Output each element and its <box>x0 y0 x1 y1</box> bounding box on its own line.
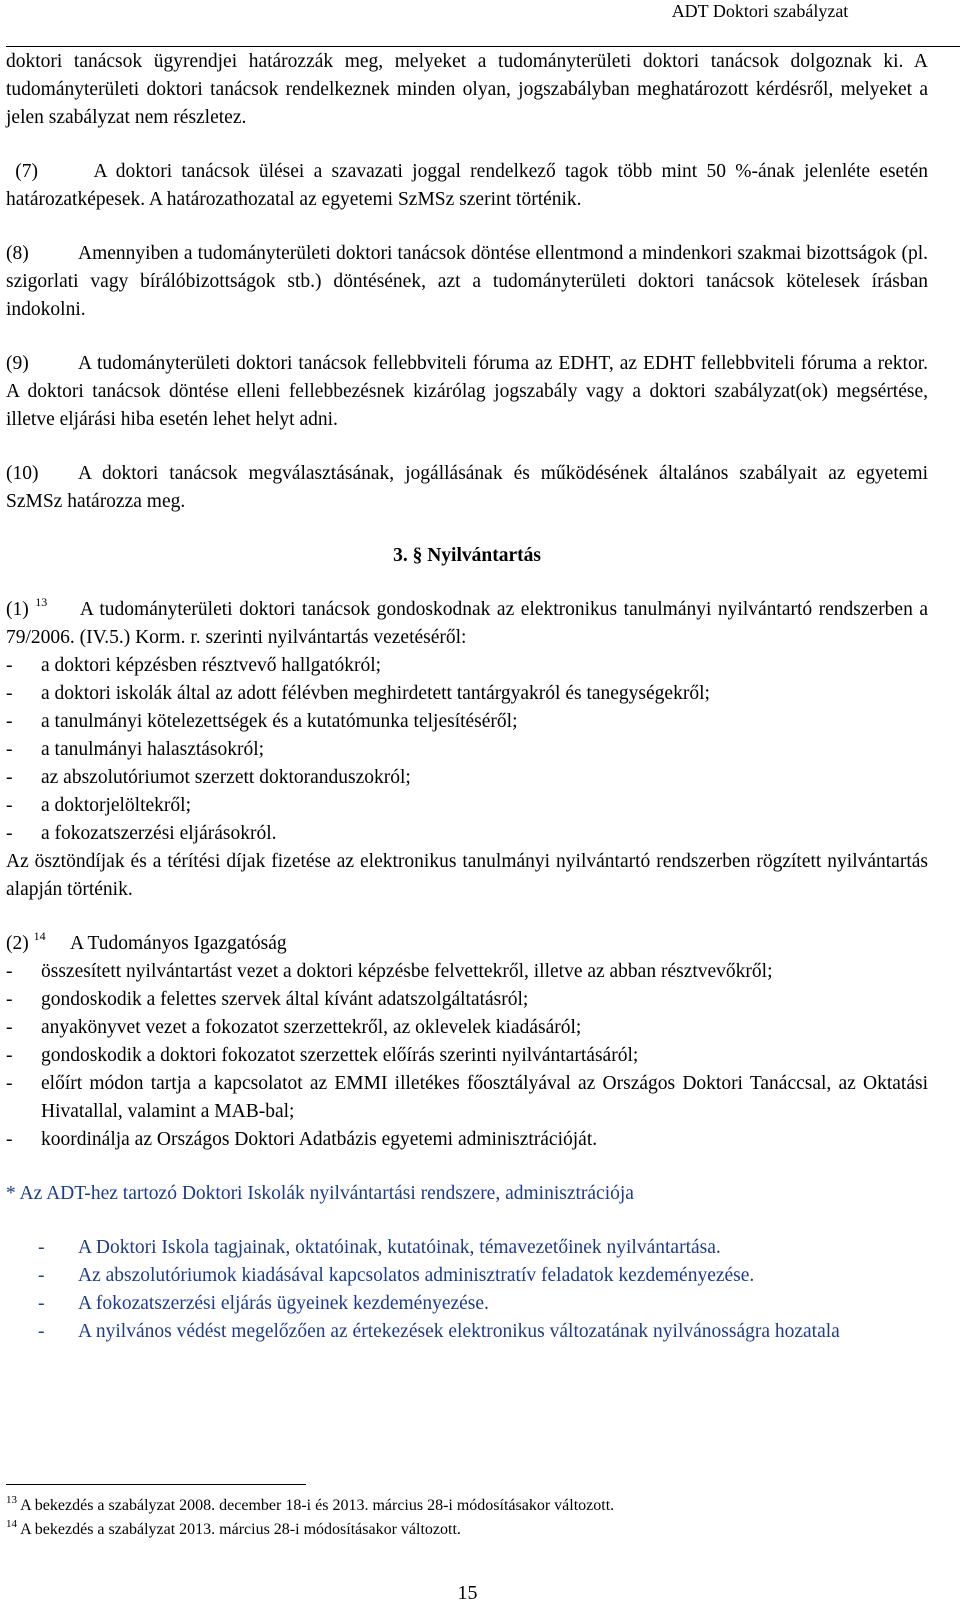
footnote-number: 13 <box>6 1494 17 1506</box>
list-item: - Az abszolutóriumok kiadásával kapcsolatos adminisztratív feladatok kezdeményezése. <box>38 1265 755 1286</box>
document-title: ADT Doktori szabályzat <box>671 1 849 21</box>
list-item: - a doktori képzésben résztvevő hallgatókról; <box>6 655 382 676</box>
header-divider <box>6 46 960 47</box>
paragraph-text: A tudományterületi doktori tanácsok gondoskodnak az elektronikus tanulmányi nyilvántartó rendszerben a 79/2006. (IV.5.) Korm. r. szerinti nyilvántartás vezetéséről: <box>6 599 929 648</box>
footnote-ref[interactable]: 14 <box>33 929 46 943</box>
list-item: - A Doktori Iskola tagjainak, oktatóinak, kutatóinak, témavezetőinek nyilvántartása. <box>38 1237 721 1258</box>
footnotes <box>6 1494 928 1542</box>
list-item: - A nyilvános védést megelőzően az értekezések elektronikus változatának nyilvánosságra hozatala <box>38 1321 840 1342</box>
paragraph-text: A tudományterületi doktori tanácsok fellebbviteli fóruma az EDHT, az EDHT fellebbviteli fóruma a rektor. A doktori tanácsok döntése elleni fellebbezésnek kizárólag jogszabály vagy a doktori szabályzat(ok) megsértése, illetve eljárási hiba esetén lehet helyt adni. <box>6 353 928 430</box>
section-paragraph-2 <box>6 930 928 958</box>
paragraph-number: (2) <box>6 933 29 954</box>
document-body <box>6 48 928 1346</box>
paragraph-text: A doktori tanácsok megválasztásának, jogállásának és működésének általános szabályait az egyetemi SzMSz határozza meg. <box>6 463 928 512</box>
list-item: - gondoskodik a felettes szervek által kívánt adatszolgáltatásról; <box>6 989 529 1010</box>
list-item: - előírt módon tartja a kapcsolatot az EMMI illetékes főosztályával az Országos Doktori Tanáccsal, az Oktatási Hivatallal, valamint a MAB-bal; <box>6 1073 928 1122</box>
paragraph-number: (1) <box>6 599 29 620</box>
paragraph-text: A Tudományos Igazgatóság <box>70 933 287 954</box>
duty-list <box>6 958 928 1154</box>
paragraph-7 <box>6 158 928 214</box>
footnote-ref[interactable]: 13 <box>35 595 48 609</box>
paragraph-10 <box>6 460 928 516</box>
list-item: - a fokozatszerzési eljárásokról. <box>6 823 277 844</box>
list-item: - gondoskodik a doktori fokozatot szerzettek előírás szerinti nyilvántartásáról; <box>6 1045 639 1066</box>
list-item: - az abszolutóriumot szerzett doktoranduszokról; <box>6 767 411 788</box>
paragraph-number: (8) <box>6 243 29 264</box>
footnote-number: 14 <box>6 1518 17 1530</box>
page-header <box>0 0 960 46</box>
closing-paragraph: Az ösztöndíjak és a térítési díjak fizetése az elektronikus tanulmányi nyilvántartó rendszerben rögzített nyilvántartás alapján történik. <box>6 851 928 900</box>
section-heading: 3. § Nyilvántartás <box>393 545 541 566</box>
paragraph-number: (10) <box>6 463 39 484</box>
list-item: - összesített nyilvántartást vezet a doktori képzésbe felvettekről, illetve az abban résztvevőkről; <box>6 961 773 982</box>
paragraph-9 <box>6 350 928 434</box>
list-item: - koordinálja az Országos Doktori Adatbázis egyetemi adminisztrációját. <box>6 1129 598 1150</box>
paragraph-text: Amennyiben a tudományterületi doktori tanácsok döntése ellentmond a mindenkori szakmai bizottságok (pl. szigorlati vagy bírálóbizottságok stb.) döntésének, azt a tudományterületi doktori tanácsok kötelesek írásban indokolni. <box>6 243 928 320</box>
footnote-text: A bekezdés a szabályzat 2008. december 18-i és 2013. március 28-i módosításakor változott. <box>20 1497 615 1514</box>
footnote <box>6 1518 928 1542</box>
list-item: - A fokozatszerzési eljárás ügyeinek kezdeményezése. <box>38 1293 489 1314</box>
paragraph-8 <box>6 240 928 324</box>
record-list <box>6 652 928 848</box>
intro-paragraph: doktori tanácsok ügyrendjei határozzák meg, melyeket a tudományterületi doktori tanácsok dolgoznak ki. A tudományterületi doktori tanácsok rendelkeznek minden olyan, jogszabályban meghatározott kérdésről, melyeket a jelen szabályzat nem részletez. <box>6 51 928 128</box>
adt-list <box>6 1234 928 1346</box>
page-number: 15 <box>457 1582 478 1604</box>
paragraph-number: (9) <box>6 353 29 374</box>
list-item: - a doktorjelöltekről; <box>6 795 192 816</box>
footnote-text: A bekezdés a szabályzat 2013. március 28-i módosításakor változott. <box>20 1521 461 1538</box>
footnote <box>6 1494 928 1518</box>
list-item: - a tanulmányi halasztásokról; <box>6 739 265 760</box>
footnote-divider <box>6 1484 306 1485</box>
paragraph-number: (7) <box>15 161 39 182</box>
adt-heading: * Az ADT-hez tartozó Doktori Iskolák nyilvántartási rendszere, adminisztrációja <box>6 1183 634 1204</box>
list-item: - a doktori iskolák által az adott félévben meghirdetett tantárgyakról és tanegységekről; <box>6 683 710 704</box>
paragraph-text: A doktori tanácsok ülései a szavazati joggal rendelkező tagok több mint 50 %-ának jelenléte esetén határozatképesek. A határozathozatal az egyetemi SzMSz szerint történik. <box>6 161 929 210</box>
section-paragraph-1 <box>6 596 928 652</box>
list-item: - a tanulmányi kötelezettségek és a kutatómunka teljesítéséről; <box>6 711 518 732</box>
list-item: - anyakönyvet vezet a fokozatot szerzettekről, az oklevelek kiadásáról; <box>6 1017 582 1038</box>
